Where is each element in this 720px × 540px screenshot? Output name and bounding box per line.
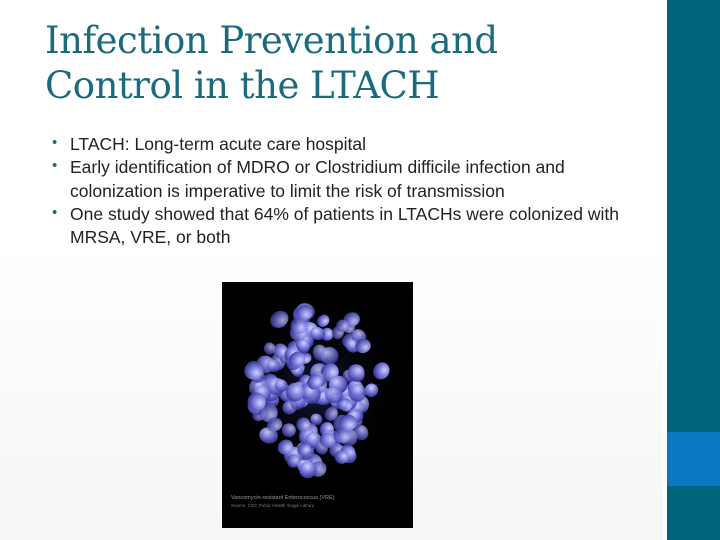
bacteria-cluster-icon [222, 282, 413, 528]
bullet-list [50, 133, 650, 249]
bullet-item [50, 203, 650, 250]
bullet-text: LTACH: Long-term acute care hospital [70, 134, 367, 154]
slide-title [45, 18, 645, 108]
bacteria-photo [222, 282, 413, 528]
caption-credit: Source: CDC Public Health Image Library [231, 503, 315, 509]
bullet-item [50, 133, 650, 156]
side-bar-accent [667, 432, 720, 486]
title-line-2: Control in the LTACH [45, 64, 440, 108]
bullet-icon: • [52, 203, 58, 221]
caption-text: Vancomycin-resistant Enterococcus (VRE) [231, 495, 335, 501]
bullet-text: Early identification of MDRO or Clostridium difficile infection and colonization is imperative to limit the risk of transmission [70, 157, 565, 201]
photo-caption [231, 495, 406, 508]
bullet-icon: • [52, 134, 58, 151]
bullet-icon: • [52, 157, 58, 175]
bullet-text: One study showed that 64% of patients in LTACHs were colonized with MRSA, VRE, or both [70, 203, 619, 248]
title-line-1: Infection Prevention and [45, 19, 498, 62]
bullet-item [50, 156, 650, 203]
